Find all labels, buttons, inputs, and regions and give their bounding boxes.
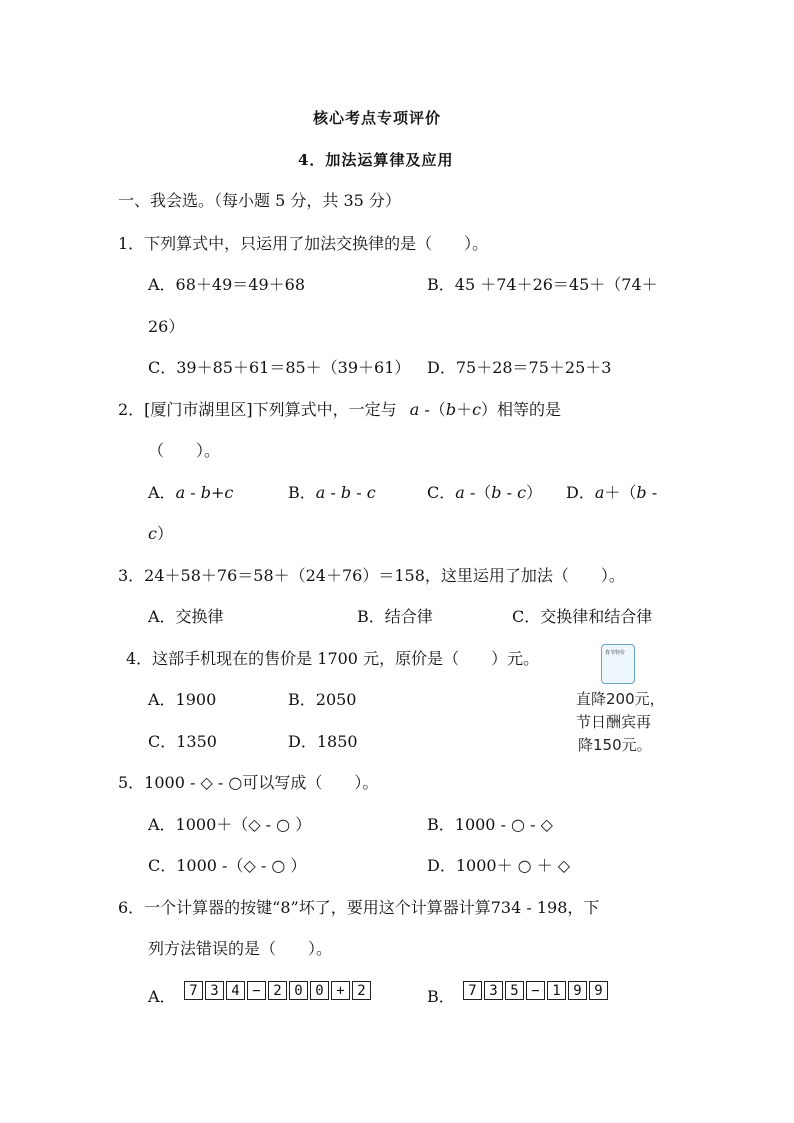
- page-title: 核心考点专项评价: [313, 109, 442, 127]
- q4-price-note-line2: 节日酬宾再: [576, 713, 652, 731]
- q3-stem: 3．24＋58＋76＝58＋（24＋76）＝158，这里运用了加法（ ）。: [118, 566, 625, 585]
- q6-option-b-key: −: [526, 981, 545, 1000]
- q3-option-b: B．结合律: [357, 607, 433, 626]
- q4-price-note-line3: 降150元。: [578, 736, 652, 754]
- q4-option-d: D．1850: [288, 732, 358, 751]
- q2-option-a: A．a - b+c: [148, 483, 234, 502]
- q2-option-c: C．a -（b - c）: [427, 483, 543, 502]
- q1-option-d: D．75＋28＝75＋25＋3: [427, 358, 612, 377]
- q2-option-b: B．a - b - c: [288, 483, 376, 502]
- q6-option-b-key: 9: [568, 981, 587, 1000]
- q2-option-d-continued: c）: [148, 524, 173, 543]
- q6-option-a-keys: [184, 981, 373, 1000]
- q6-option-b-key: 1: [547, 981, 566, 1000]
- q6-option-a-key: 2: [268, 981, 287, 1000]
- q6-option-a-key: 0: [310, 981, 329, 1000]
- q6-option-b-key: 9: [589, 981, 608, 1000]
- q2-option-d: D．a＋（b -: [566, 483, 658, 502]
- q6-option-b-key: 3: [484, 981, 503, 1000]
- q6-stem: 6．一个计算器的按键“8”坏了，要用这个计算器计算734 - 198，下: [118, 898, 600, 917]
- q3-option-c: C．交换律和结合律: [512, 607, 653, 626]
- q2-stem-text: 2．[厦门市湖里区]下列算式中，一定与: [118, 400, 397, 419]
- q1-option-c: C．39＋85＋61＝85＋（39＋61）: [148, 358, 411, 377]
- q5-option-a: A．1000＋（◇ - ○ ）: [148, 815, 312, 834]
- q6-option-b-keys: [463, 981, 610, 1000]
- q4-option-a: A．1900: [148, 690, 217, 709]
- q6-option-a-label: A．: [148, 987, 176, 1006]
- q4-option-c: C．1350: [148, 732, 217, 751]
- q6-stem-continued: 列方法错误的是（ ）。: [148, 939, 333, 958]
- q2-expression: a -（b＋c）相等的是: [409, 400, 562, 419]
- q4-option-b: B．2050: [288, 690, 357, 709]
- q6-option-a-key: 2: [352, 981, 371, 1000]
- q6-option-a-key: 0: [289, 981, 308, 1000]
- q1-option-a: A．68＋49＝49＋68: [148, 275, 305, 294]
- q5-option-c: C．1000 -（◇ - ○ ）: [148, 856, 307, 875]
- q2-stem: [118, 400, 561, 420]
- q6-option-a-key: 7: [184, 981, 203, 1000]
- phone-screen-label: 春节特价: [605, 650, 626, 656]
- q1-option-b: B．45 ＋74＋26＝45＋（74＋: [427, 275, 658, 294]
- q6-option-a-key: +: [331, 981, 350, 1000]
- q3-option-a: A．交换律: [148, 607, 224, 626]
- q5-option-b: B．1000 - ○ - ◇: [427, 815, 553, 834]
- phone-picture: [601, 644, 635, 684]
- q6-option-a-key: 4: [226, 981, 245, 1000]
- q6-option-b-key: 7: [463, 981, 482, 1000]
- q1-option-b-continued: 26）: [148, 317, 185, 336]
- q6-option-b-label: B．: [427, 987, 455, 1006]
- page-subtitle: 4．加法运算律及应用: [298, 151, 454, 169]
- q5-option-d: D．1000＋ ○ ＋ ◇: [427, 856, 571, 875]
- q6-option-a-key: 3: [205, 981, 224, 1000]
- section-heading: 一、我会选。（每小题 5 分，共 35 分）: [118, 191, 401, 210]
- q2-stem-continued: （ ）。: [148, 441, 221, 460]
- q4-price-note-line1: 直降200元，: [576, 690, 665, 708]
- q6-option-a-key: −: [247, 981, 266, 1000]
- q4-stem: 4．这部手机现在的售价是 1700 元，原价是（ ）元。: [126, 649, 540, 668]
- q1-stem: 1．下列算式中，只运用了加法交换律的是（ ）。: [118, 234, 489, 253]
- q5-stem: 5．1000 - ◇ - ○可以写成（ ）。: [118, 773, 379, 792]
- q6-option-b-key: 5: [505, 981, 524, 1000]
